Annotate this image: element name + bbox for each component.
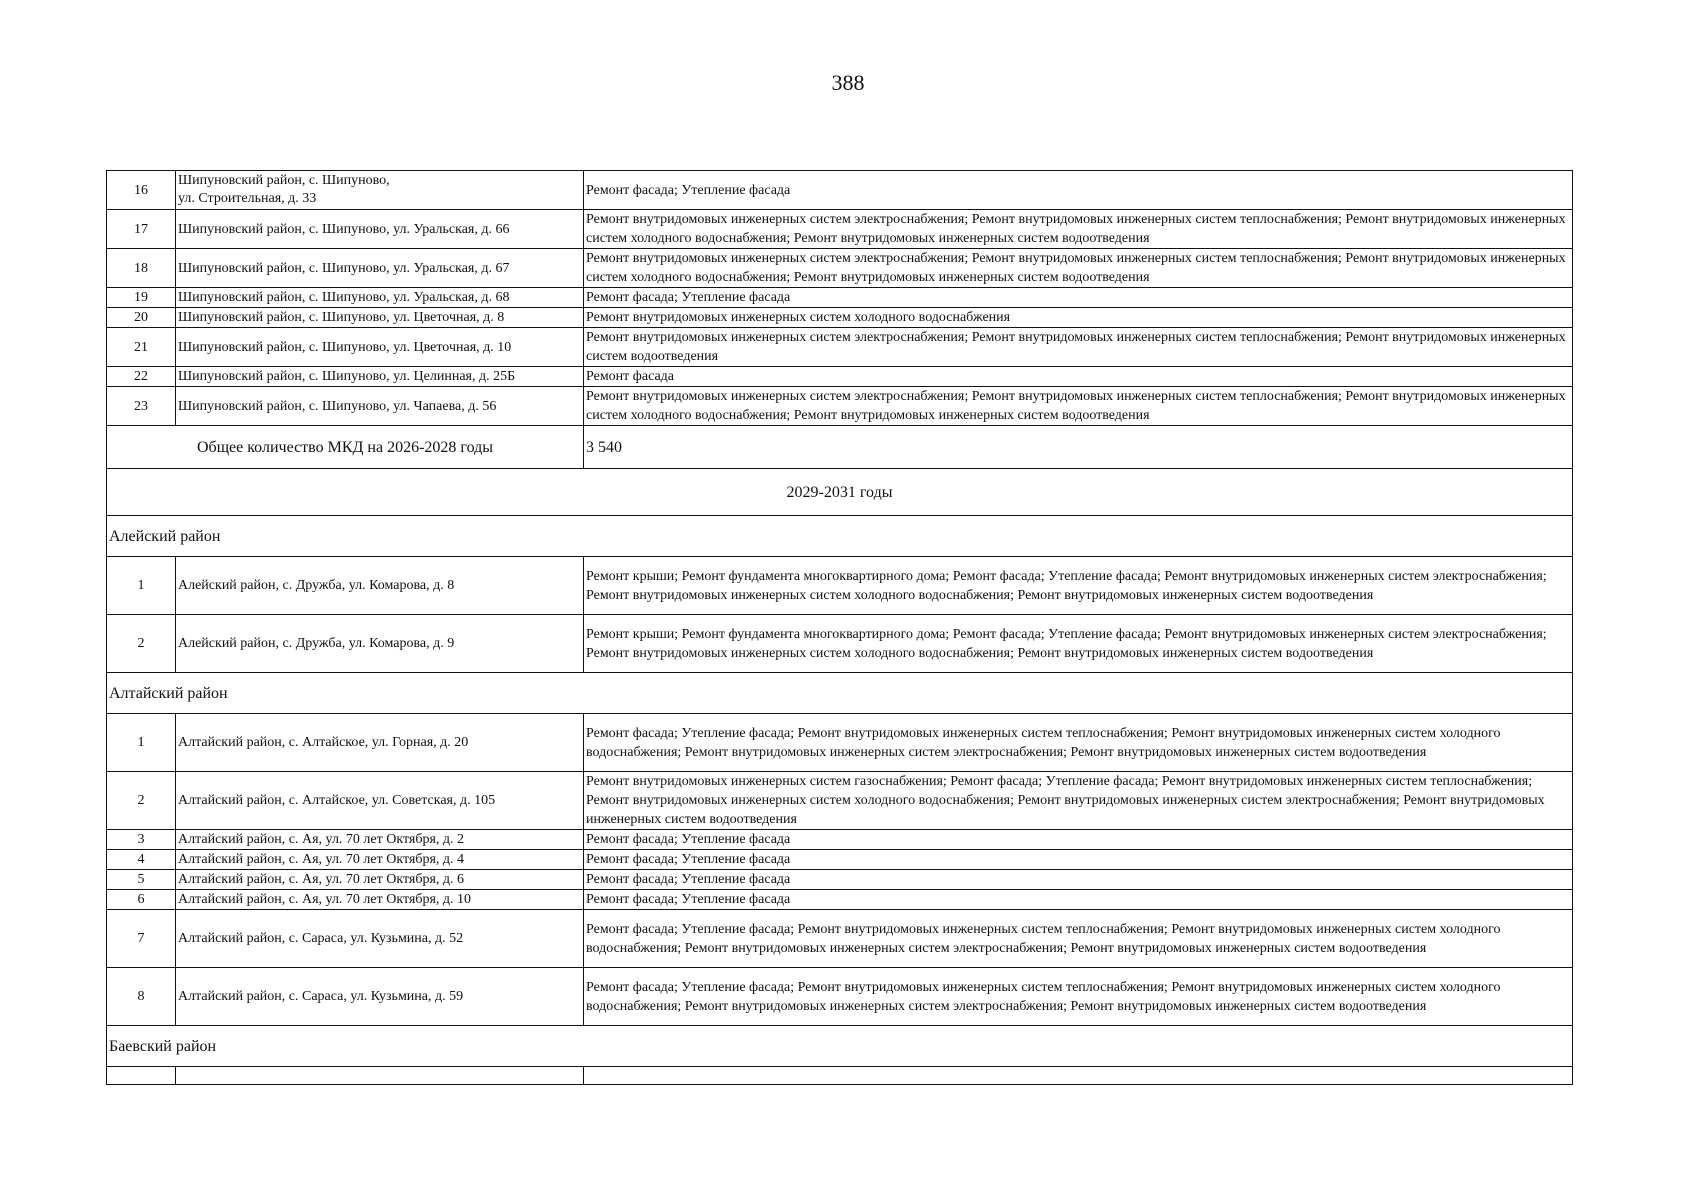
table-row: [107, 557, 1573, 615]
table-row: [107, 387, 1573, 426]
table-row: [107, 367, 1573, 387]
district-row: [107, 1026, 1573, 1067]
row-works: Ремонт фасада; Утепление фасада; Ремонт внутридомовых инженерных систем теплоснабжения; Ремонт внутридомовых инженерных систем холодного водоснабжения; Ремонт внутридомовых инженерных систем электроснабжения; Ремонт внутридомовых инженерных систем водоотведения: [584, 714, 1573, 772]
row-address: Шипуновский район, с. Шипуново, ул. Целинная, д. 25Б: [176, 367, 584, 387]
row-works: Ремонт фасада; Утепление фасада: [584, 850, 1573, 870]
row-works: Ремонт внутридомовых инженерных систем электроснабжения; Ремонт внутридомовых инженерных систем теплоснабжения; Ремонт внутридомовых инженерных систем холодного водоснабжения; Ремонт внутридомовых инженерных систем водоотведения: [584, 387, 1573, 426]
row-address: Шипуновский район, с. Шипуново, ул. Цветочная, д. 10: [176, 328, 584, 367]
row-address: Алтайский район, с. Ая, ул. 70 лет Октября, д. 10: [176, 890, 584, 910]
table-row: [107, 328, 1573, 367]
row-address: Шипуновский район, с. Шипуново, ул. Уральская, д. 67: [176, 249, 584, 288]
row-number: 20: [107, 308, 176, 328]
row-number: 5: [107, 870, 176, 890]
row-address: Шипуновский район, с. Шипуново, ул. Чапаева, д. 56: [176, 387, 584, 426]
row-address: Алтайский район, с. Ая, ул. 70 лет Октября, д. 2: [176, 830, 584, 850]
row-number: 22: [107, 367, 176, 387]
row-number: 23: [107, 387, 176, 426]
row-number: 21: [107, 328, 176, 367]
row-works: Ремонт фасада; Утепление фасада; Ремонт внутридомовых инженерных систем теплоснабжения; Ремонт внутридомовых инженерных систем холодного водоснабжения; Ремонт внутридомовых инженерных систем электроснабжения; Ремонт внутридомовых инженерных систем водоотведения: [584, 968, 1573, 1026]
row-number: 3: [107, 830, 176, 850]
period-row: [107, 469, 1573, 516]
row-works: Ремонт внутридомовых инженерных систем электроснабжения; Ремонт внутридомовых инженерных систем теплоснабжения; Ремонт внутридомовых инженерных систем водоотведения: [584, 328, 1573, 367]
table-row: [107, 288, 1573, 308]
table-row-empty: [107, 1067, 1573, 1085]
table-row: [107, 210, 1573, 249]
row-address: Алтайский район, с. Сараса, ул. Кузьмина, д. 59: [176, 968, 584, 1026]
row-number: 19: [107, 288, 176, 308]
row-number: 8: [107, 968, 176, 1026]
row-works: Ремонт внутридомовых инженерных систем электроснабжения; Ремонт внутридомовых инженерных систем теплоснабжения; Ремонт внутридомовых инженерных систем холодного водоснабжения; Ремонт внутридомовых инженерных систем водоотведения: [584, 210, 1573, 249]
mkd-register-table: [106, 170, 1573, 1085]
total-row: [107, 426, 1573, 469]
row-number: 18: [107, 249, 176, 288]
row-number: 2: [107, 615, 176, 673]
row-number: 4: [107, 850, 176, 870]
total-value: 3 540: [584, 426, 1573, 469]
table-row: [107, 870, 1573, 890]
row-number: 6: [107, 890, 176, 910]
table-row: [107, 308, 1573, 328]
table-row: [107, 850, 1573, 870]
row-works: Ремонт фасада; Утепление фасада: [584, 870, 1573, 890]
total-label: Общее количество МКД на 2026-2028 годы: [107, 426, 584, 469]
table-row: [107, 714, 1573, 772]
district-row: [107, 673, 1573, 714]
row-works: Ремонт крыши; Ремонт фундамента многоквартирного дома; Ремонт фасада; Утепление фасада; Ремонт внутридомовых инженерных систем электроснабжения; Ремонт внутридомовых инженерных систем холодного водоснабжения; Ремонт внутридомовых инженерных систем водоотведения: [584, 615, 1573, 673]
district-name: Алейский район: [107, 516, 1573, 557]
table-row: [107, 890, 1573, 910]
row-works: Ремонт крыши; Ремонт фундамента многоквартирного дома; Ремонт фасада; Утепление фасада; Ремонт внутридомовых инженерных систем электроснабжения; Ремонт внутридомовых инженерных систем холодного водоснабжения; Ремонт внутридомовых инженерных систем водоотведения: [584, 557, 1573, 615]
row-address: Шипуновский район, с. Шипуново, ул. Уральская, д. 66: [176, 210, 584, 249]
row-works: Ремонт внутридомовых инженерных систем холодного водоснабжения: [584, 308, 1573, 328]
row-works: Ремонт фасада: [584, 367, 1573, 387]
district-name: Алтайский район: [107, 673, 1573, 714]
row-address: Шипуновский район, с. Шипуново, ул. Уральская, д. 68: [176, 288, 584, 308]
row-address: Алтайский район, с. Алтайское, ул. Горная, д. 20: [176, 714, 584, 772]
table-row: [107, 615, 1573, 673]
table-row: [107, 249, 1573, 288]
row-works: Ремонт внутридомовых инженерных систем газоснабжения; Ремонт фасада; Утепление фасада; Ремонт внутридомовых инженерных систем теплоснабжения; Ремонт внутридомовых инженерных систем холодного водоснабжения; Ремонт внутридомовых инженерных систем электроснабжения; Ремонт внутридомовых инженерных систем водоотведения: [584, 772, 1573, 830]
page-number: 388: [831, 70, 865, 95]
row-number: 2: [107, 772, 176, 830]
row-number: 1: [107, 714, 176, 772]
row-works: Ремонт фасада; Утепление фасада: [584, 830, 1573, 850]
row-address: Алейский район, с. Дружба, ул. Комарова, д. 9: [176, 615, 584, 673]
row-works: Ремонт фасада; Утепление фасада; Ремонт внутридомовых инженерных систем теплоснабжения; Ремонт внутридомовых инженерных систем холодного водоснабжения; Ремонт внутридомовых инженерных систем электроснабжения; Ремонт внутридомовых инженерных систем водоотведения: [584, 910, 1573, 968]
row-number: 7: [107, 910, 176, 968]
row-works: [584, 1067, 1573, 1085]
row-address: Алтайский район, с. Сараса, ул. Кузьмина, д. 52: [176, 910, 584, 968]
row-address: [176, 1067, 584, 1085]
row-works: Ремонт фасада; Утепление фасада: [584, 288, 1573, 308]
row-address: Шипуновский район, с. Шипуново, ул. Строительная, д. 33: [176, 171, 584, 210]
row-number: [107, 1067, 176, 1085]
table-row: [107, 910, 1573, 968]
table-row: [107, 772, 1573, 830]
district-row: [107, 516, 1573, 557]
row-number: 17: [107, 210, 176, 249]
row-address: Алтайский район, с. Ая, ул. 70 лет Октября, д. 6: [176, 870, 584, 890]
row-address: Алейский район, с. Дружба, ул. Комарова, д. 8: [176, 557, 584, 615]
table-row: [107, 830, 1573, 850]
period-label: 2029-2031 годы: [107, 469, 1573, 516]
table-row: [107, 968, 1573, 1026]
district-name: Баевский район: [107, 1026, 1573, 1067]
row-address: Алтайский район, с. Алтайское, ул. Советская, д. 105: [176, 772, 584, 830]
table-row: [107, 171, 1573, 210]
row-address: Шипуновский район, с. Шипуново, ул. Цветочная, д. 8: [176, 308, 584, 328]
row-works: Ремонт внутридомовых инженерных систем электроснабжения; Ремонт внутридомовых инженерных систем теплоснабжения; Ремонт внутридомовых инженерных систем холодного водоснабжения; Ремонт внутридомовых инженерных систем водоотведения: [584, 249, 1573, 288]
row-number: 1: [107, 557, 176, 615]
row-works: Ремонт фасада; Утепление фасада: [584, 171, 1573, 210]
row-works: Ремонт фасада; Утепление фасада: [584, 890, 1573, 910]
row-number: 16: [107, 171, 176, 210]
row-address: Алтайский район, с. Ая, ул. 70 лет Октября, д. 4: [176, 850, 584, 870]
